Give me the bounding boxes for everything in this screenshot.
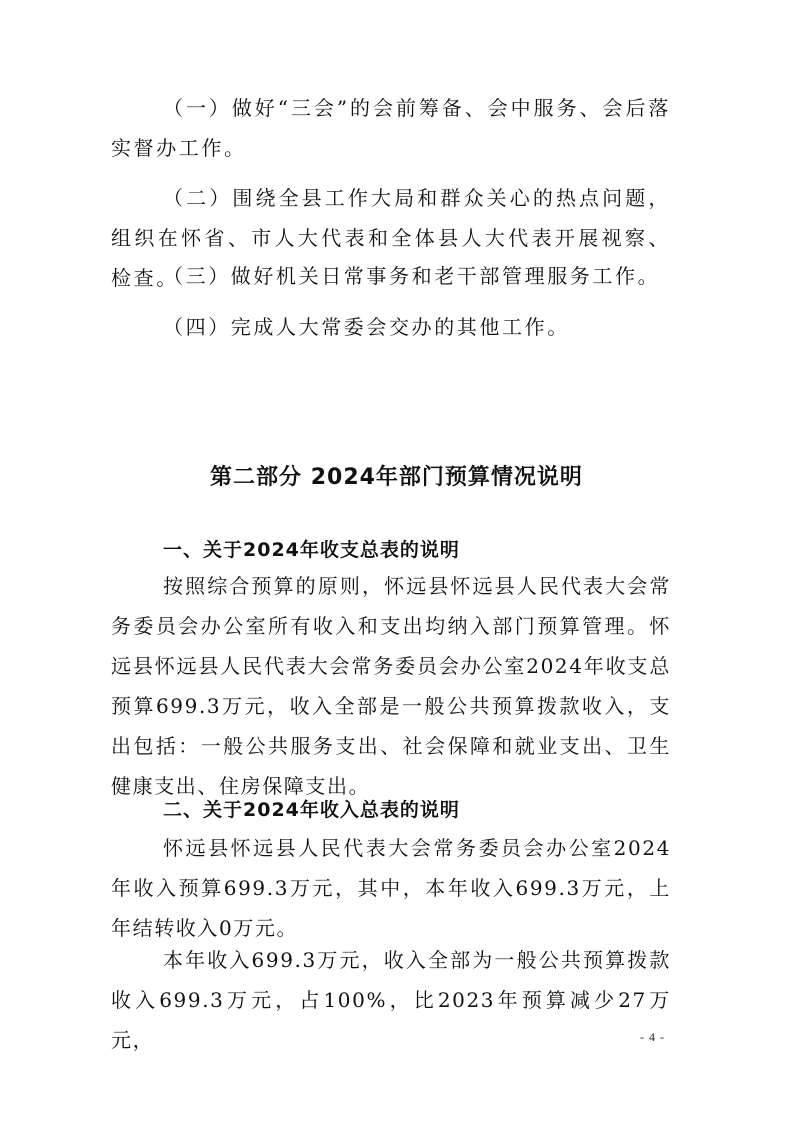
work-item-3: （三）做好机关日常事务和老干部管理服务工作。 — [163, 264, 661, 288]
section-heading-income-summary: 二、关于2024年收入总表的说明 — [163, 799, 460, 821]
part-two-title: 第二部分 2024年部门预算情况说明 — [210, 465, 583, 490]
work-item-2: （二）围绕全县工作大局和群众关心的热点问题，组织在怀省、市人大代表和全体县人大代表开展视察、检查。 — [111, 186, 671, 290]
income-summary-paragraph-1: 怀远县怀远县人民代表大会常务委员会办公室2024年收入预算699.3万元，其中，本年收入699.3万元，上年结转收入0万元。 — [111, 836, 671, 940]
income-summary-paragraph-2: 本年收入699.3万元，收入全部为一般公共预算拨款收入699.3万元，占100%，比2023年预算减少27万元， — [111, 948, 671, 1052]
work-item-1: （一）做好“三会”的会前筹备、会中服务、会后落实督办工作。 — [111, 96, 671, 160]
work-item-4: （四）完成人大常委会交办的其他工作。 — [163, 315, 570, 339]
page-number: - 4 - — [640, 1030, 665, 1044]
section-heading-income-expense-summary: 一、关于2024年收支总表的说明 — [163, 539, 460, 561]
income-expense-summary-paragraph: 按照综合预算的原则，怀远县怀远县人民代表大会常务委员会办公室所有收入和支出均纳入部门预算管理。怀远县怀远县人民代表大会常务委员会办公室2024年收支总预算699.3万元，收入全部是一般公共预算拨款收入，支出包括：一般公共服务支出、社会保障和就业支出、卫生健康支出、住房保障支出。 — [111, 574, 671, 798]
